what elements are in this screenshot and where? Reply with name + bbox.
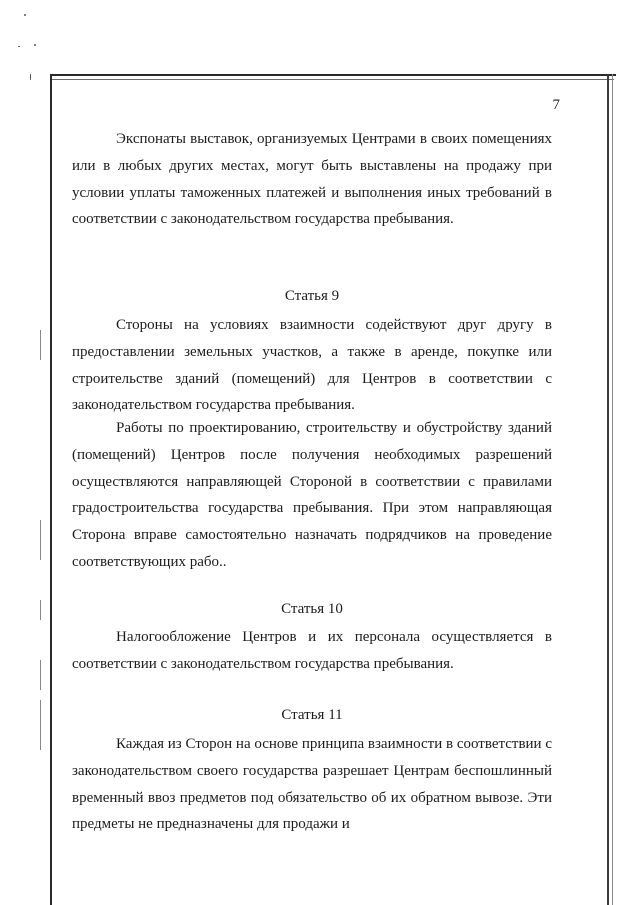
- article-11-heading: Статья 11: [281, 707, 343, 723]
- scan-speck: [24, 14, 26, 16]
- scan-edge-mark: [40, 520, 41, 560]
- article-9-paragraph-2: Работы по проектированию, строительству и обустройству зданий (помещений) Центров после получения необходимых разрешений осуществляются направляющей Стороной в соответствии с правилами градостроительства государства пребывания. При этом направляющая Сторона вправе самостоятельно назначать подрядчиков на проведение соответствующих рабо..: [72, 420, 552, 570]
- page-frame-left: [50, 74, 52, 905]
- scan-speck: [34, 44, 36, 46]
- page-frame-right-inner: [612, 74, 613, 905]
- article-10-heading: Статья 10: [281, 601, 343, 617]
- article-10-paragraph-1: Налогообложение Центров и их персонала осуществляется в соответствии с законодательством государства пребывания.: [72, 629, 552, 672]
- scan-edge-mark: [40, 600, 41, 620]
- page-frame-top-inner: [52, 79, 614, 80]
- article-9-heading: Статья 9: [284, 288, 340, 304]
- scan-edge-mark: [40, 660, 41, 690]
- scan-edge-mark: [40, 700, 41, 750]
- scan-speck: [18, 46, 20, 47]
- continuation-paragraph: Экспонаты выставок, организуемых Центрами в своих помещениях или в любых других местах, могут быть выставлены на продажу при условии уплаты таможенных платежей и выполнения иных требований в соответствии с законодательством государства пребывания.: [72, 131, 552, 228]
- scan-speck: [30, 74, 31, 80]
- page-frame-top: [50, 74, 616, 76]
- page-number: 7: [552, 97, 560, 113]
- article-11-paragraph-1: Каждая из Сторон на основе принципа взаимности в соответствии с законодательством своего государства разрешает Центрам беспошлинный временный ввоз предметов под обязательство об их обратном вывозе. Эти предметы не предназначены для продажи и: [72, 736, 552, 833]
- article-9-paragraph-1: Стороны на условиях взаимности содействуют друг другу в предоставлении земельных участков, а также в аренде, покупке или строительстве зданий (помещений) для Центров в соответствии с законодательством государства пребывания.: [72, 317, 552, 414]
- page-frame-right: [607, 74, 609, 905]
- scan-edge-mark: [40, 330, 41, 360]
